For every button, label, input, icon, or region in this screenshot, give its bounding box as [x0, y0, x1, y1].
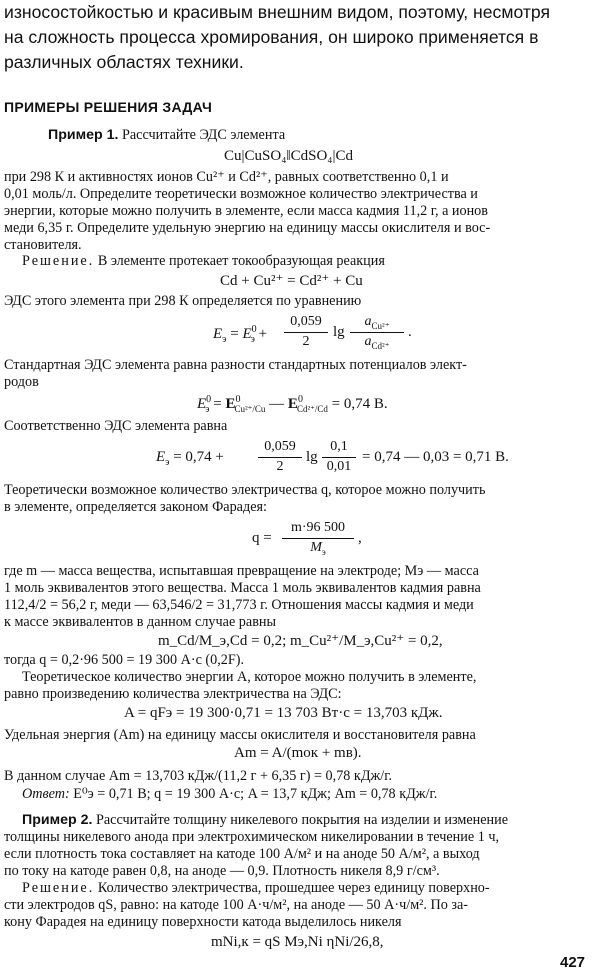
energy-line: Теоретическое количество энергии A, которое можно получить в элементе, [22, 669, 477, 685]
solution-2-text: Количество электричества, прошедшее через единицу поверхно- [97, 880, 490, 896]
faraday-denominator: $M_э$ [310, 540, 326, 557]
fraction-bar [350, 332, 404, 333]
case-line: В данном случае Am = 13,703 кДж/(11,2 г + 6,35 г) = 0,78 кДж/г. [4, 768, 393, 784]
eq3-denominator: 2 [276, 459, 284, 474]
specific-energy-line: Удельная энергия (Am) на единицу массы окислителя и восстановителя равна [4, 727, 476, 743]
cell-scheme: Cu|CuSO₄‖CdSO₄|Cd [224, 148, 354, 164]
eq3-denominator-2: 0,01 [326, 459, 352, 474]
mass-ratio-equation: m_Cd/M_э,Cd = 0,2; m_Cu²⁺/M_э,Cu²⁺ = 0,2, [158, 633, 443, 649]
faraday-numerator: m·96 500 [290, 520, 346, 535]
fraction-bar [284, 332, 328, 333]
eq3-numerator-2: 0,1 [330, 439, 348, 454]
task-line: энергии, которые можно получить в элементе, если масса кадмия 11,2 г, а ионов [4, 203, 488, 219]
answer-text: E⁰э = 0,71 В; q = 19 300 А·с; A = 13,7 кДж; Am = 0,78 кДж/г. [73, 786, 438, 802]
lg-symbol: lg [333, 324, 345, 340]
example-2-task: Рассчитайте толщину никелевого покрытия на изделии и изменение [95, 812, 509, 828]
std-emf-line: Стандартная ЭДС элемента равна разности стандартных потенциалов элект- [4, 357, 467, 373]
example-2-label: Пример 2. [22, 812, 93, 828]
example-2-heading [22, 812, 508, 829]
solution-2-line [22, 880, 490, 897]
task-2-line: толщины никелевого анода при электрохимическом никелировании в течение 1 ч, [4, 829, 500, 845]
eq3-result: = 0,74 — 0,03 = 0,71 В. [362, 449, 509, 465]
task-line: меди 6,35 г. Определите удельную энергию на единицу массы окислителя и вос- [4, 220, 491, 236]
where-line: 1 моль эквивалентов этого вещества. Масса 1 моль эквивалентов кадмия равна [4, 580, 481, 596]
solution-text: В элементе протекает токообразующая реакция [97, 253, 385, 269]
reaction-equation: Cd + Cu²⁺ = Cd²⁺ + Cu [220, 273, 363, 289]
answer-label: Ответ: [22, 786, 70, 802]
task-2-line: если плотность тока составляет на катоде 100 А/м² и на аноде 50 А/м², а выход [4, 846, 480, 862]
intro-line-3: различных областях техники. [4, 52, 244, 72]
faraday-lhs: q = [252, 530, 272, 546]
example-1-label: Пример 1. [48, 127, 119, 143]
intro-line-2: на сложность процесса хромирования, он широко применяется в [4, 27, 539, 47]
example-1-heading [48, 127, 285, 144]
emf-value-equation: $E_э = 0,74$ + [156, 449, 224, 468]
solution-2-label: Решение. [22, 880, 95, 896]
nickel-mass-equation: mNi,к = qS Mэ,Ni ηNi/26,8, [211, 934, 384, 950]
task-line: становителя. [4, 237, 82, 253]
answer-line [22, 786, 437, 803]
eq4-comma: , [358, 530, 362, 546]
eq1-denominator: 2 [302, 334, 310, 349]
where-line: 112,4/2 = 56,2 г, меди — 63,546/2 = 31,773 г. Отношения массы кадмия и меди [4, 597, 474, 613]
specific-energy-equation: Am = A/(mок + mв). [234, 745, 362, 761]
intro-line-1: износостойкостью и красивым внешним видом, поэтому, несмотря [4, 2, 551, 22]
nernst-equation: $E_э = E^0_э$ + [213, 324, 268, 345]
activity-cd: $a_{Cd^{2+}}$ [364, 334, 390, 351]
std-emf-equation: $E^0_э = E^0_{Cu^{2+}/Cu}$ — $E^0_{Cd^{2+}/Cd} = 0,74$ В. [197, 394, 388, 415]
q-value-line: тогда q = 0,2·96 500 = 19 300 А·с (0,2F). [4, 652, 245, 668]
where-line: где m — масса вещества, испытавшая превращение на электроде; Mэ — масса [4, 563, 479, 579]
task-2-line: по току на катоде равен 0,8, на аноде — 0,9. Плотность никеля 8,9 г/см³. [4, 863, 440, 879]
page-number: 427 [560, 954, 586, 971]
task-line: 0,01 моль/л. Определите теоретически возможное количество электричества и [4, 186, 478, 202]
fraction-bar [282, 538, 354, 539]
lg-symbol: lg [306, 449, 318, 465]
eq1-numerator: 0,059 [290, 314, 322, 329]
eq3-numerator: 0,059 [264, 439, 296, 454]
where-line: к массе эквивалентов в данном случае равны [4, 614, 277, 630]
faraday-line: в элементе, определяется законом Фарадея: [4, 499, 267, 515]
std-emf-line: родов [4, 374, 39, 390]
corr-text: Соответственно ЭДС элемента равна [4, 418, 228, 434]
emf-text: ЭДС этого элемента при 298 К определяется по уравнению [4, 293, 362, 309]
energy-equation: A = qFэ = 19 300·0,71 = 13 703 Вт·с = 13,703 кДж. [124, 705, 443, 721]
example-1-task: Рассчитайте ЭДС элемента [121, 127, 286, 143]
energy-line: равно произведению количества электричества на ЭДС: [4, 686, 342, 702]
solution-2-line: кону Фарадея на единицу поверхности катода выделилось никеля [4, 914, 402, 930]
fraction-bar [322, 457, 356, 458]
section-header: ПРИМЕРЫ РЕШЕНИЯ ЗАДАЧ [4, 99, 213, 115]
task-line: при 298 К и активностях ионов Cu²⁺ и Cd²⁺, равных соответственно 0,1 и [4, 169, 449, 185]
solution-1-line [22, 253, 385, 270]
activity-cu: $a_{Cu^{2+}}$ [364, 314, 390, 331]
fraction-bar [258, 457, 302, 458]
solution-2-line: сти электродов qS, равно: на катоде 100 А·ч/м², на аноде — 50 А·ч/м². По за- [4, 897, 469, 913]
faraday-line: Теоретически возможное количество электричества q, которое можно получить [4, 482, 486, 498]
eq1-period: . [408, 324, 412, 340]
solution-label: Решение. [22, 253, 95, 269]
